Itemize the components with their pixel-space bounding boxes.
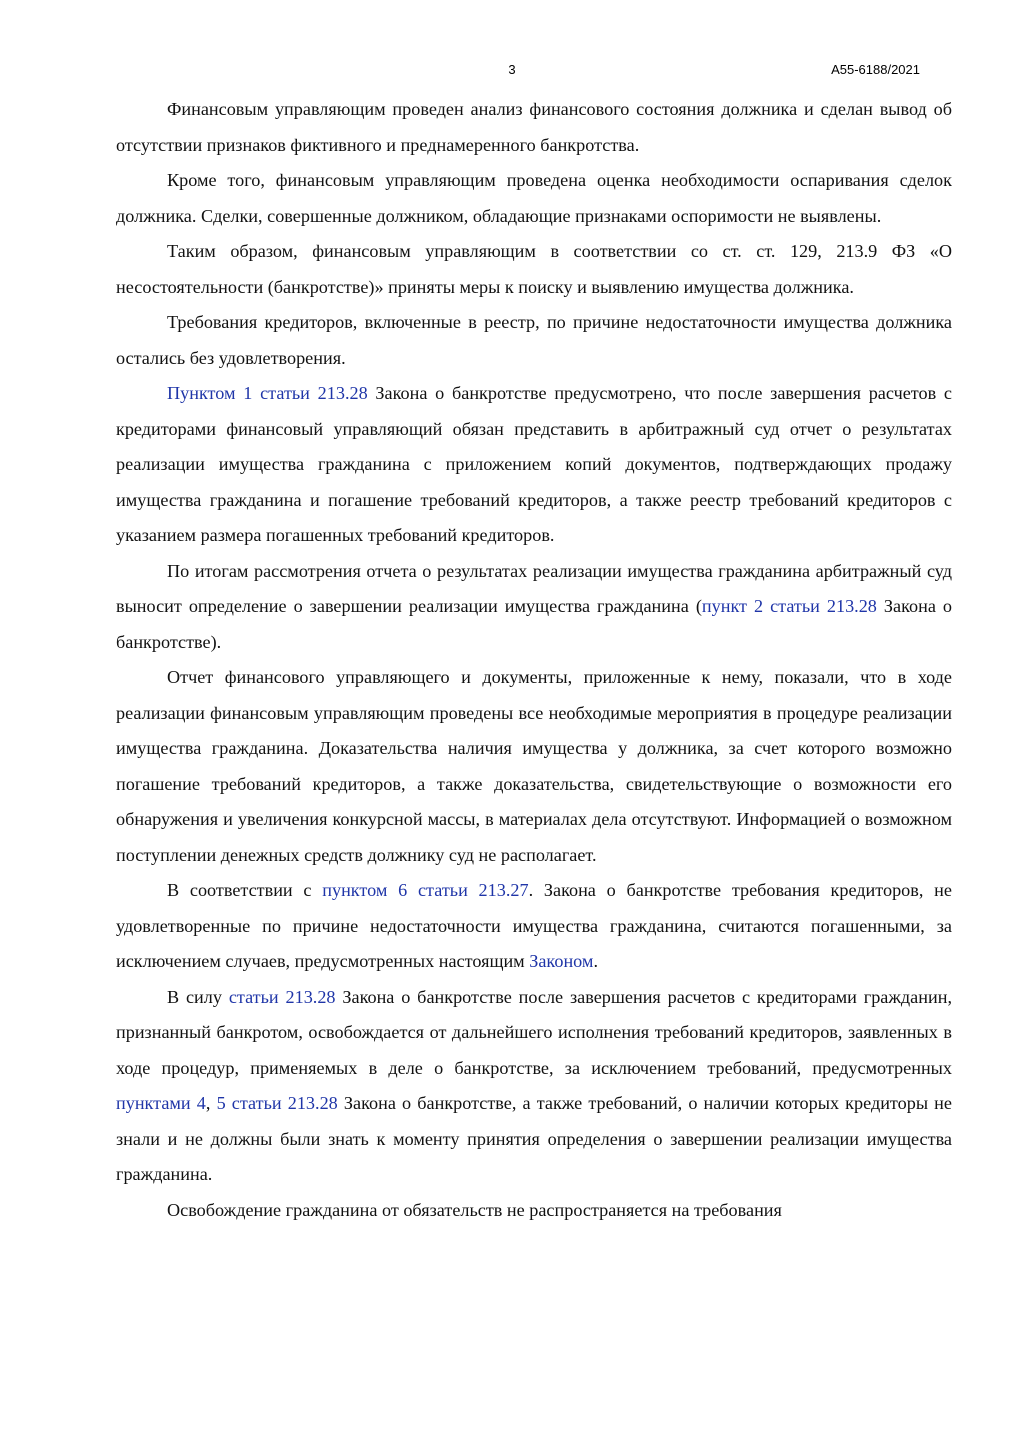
paragraph-text: Закона о банкротстве, а также требований, о наличии которых кредиторы не знали и не должны были знать к моменту принятия определения о завершении реализации имущества гражданина. xyxy=(116,1093,952,1184)
paragraph-text: Финансовым управляющим проведен анализ финансового состояния должника и сделан вывод об отсутствии признаков фиктивного и преднамеренного банкротства. xyxy=(116,99,952,155)
paragraph xyxy=(116,305,952,376)
paragraph-text: . xyxy=(593,951,598,971)
page-number: 3 xyxy=(508,62,516,77)
paragraph xyxy=(116,1193,952,1229)
paragraph xyxy=(116,873,952,980)
legal-reference-link[interactable]: пунктом 6 статьи 213.27 xyxy=(322,880,529,900)
paragraph-text: Закона о банкротстве). xyxy=(116,596,952,652)
legal-reference-link[interactable]: Пунктом 1 статьи 213.28 xyxy=(167,383,368,403)
paragraph xyxy=(116,660,952,873)
paragraph xyxy=(116,980,952,1193)
paragraph-text: Закона о банкротстве предусмотрено, что после завершения расчетов с кредиторами финансовый управляющий обязан представить в арбитражный суд отчет о результатах реализации имущества гражданина с приложением копий документов, подтверждающих продажу имущества гражданина и погашение требований кредиторов, а также реестр требований кредиторов с указанием размера погашенных требований кредиторов. xyxy=(116,383,953,545)
paragraph-text: В соответствии с xyxy=(167,880,323,900)
case-number: А55-6188/2021 xyxy=(831,62,920,77)
paragraph xyxy=(116,163,952,234)
paragraph xyxy=(116,92,952,163)
paragraph-text: В силу xyxy=(167,986,229,1007)
paragraph xyxy=(116,554,952,661)
paragraph-text: Таким образом, финансовым управляющим в соответствии со ст. ст. 129, 213.9 ФЗ «О несостоятельности (банкротстве)» приняты меры к поиску и выявлению имущества должника. xyxy=(116,241,952,297)
legal-reference-link[interactable]: пункт 2 статьи 213.28 xyxy=(701,596,877,616)
legal-reference-link[interactable]: 5 статьи 213.28 xyxy=(216,1093,338,1113)
paragraph xyxy=(116,376,952,554)
paragraph-text: . Закона о банкротстве требования кредиторов, не удовлетворенные по причине недостаточности имущества гражданина, считаются погашенными, за исключением случаев, предусмотренных настоящим xyxy=(116,880,952,971)
legal-reference-link[interactable]: Законом xyxy=(529,951,594,971)
paragraph-text: По итогам рассмотрения отчета о результатах реализации имущества гражданина арбитражный суд выносит определение о завершении реализации имущества гражданина ( xyxy=(116,560,952,616)
paragraph-text: Закона о банкротстве после завершения расчетов с кредиторами гражданин, признанный банкротом, освобождается от дальнейшего исполнения требований кредиторов, заявленных в ходе процедур, применяемых в деле о банкротстве, за исключением требований, предусмотренных xyxy=(116,986,953,1078)
document-body xyxy=(116,92,952,1228)
legal-reference-link[interactable]: статьи 213.28 xyxy=(228,986,336,1007)
paragraph-text: Кроме того, финансовым управляющим проведена оценка необходимости оспаривания сделок должника. Сделки, совершенные должником, обладающие признаками оспоримости не выявлены. xyxy=(116,170,952,226)
paragraph xyxy=(116,234,952,305)
legal-reference-link[interactable]: пунктами 4 xyxy=(116,1093,206,1113)
paragraph-text: Освобождение гражданина от обязательств не распространяется на требования xyxy=(167,1199,782,1220)
paragraph-text: , xyxy=(205,1093,217,1113)
paragraph-text: Требования кредиторов, включенные в реестр, по причине недостаточности имущества должника остались без удовлетворения. xyxy=(116,312,952,368)
paragraph-text: Отчет финансового управляющего и документы, приложенные к нему, показали, что в ходе реализации финансовым управляющим проведены все необходимые мероприятия в процедуре реализации имущества гражданина. Доказательства наличия имущества у должника, за счет которого возможно погашение требований кредиторов, а также доказательства, свидетельствующие о возможности его обнаружения и увеличения конкурсной массы, в материалах дела отсутствуют. Информацией о возможном поступлении денежных средств должнику суд не располагает. xyxy=(116,667,952,865)
